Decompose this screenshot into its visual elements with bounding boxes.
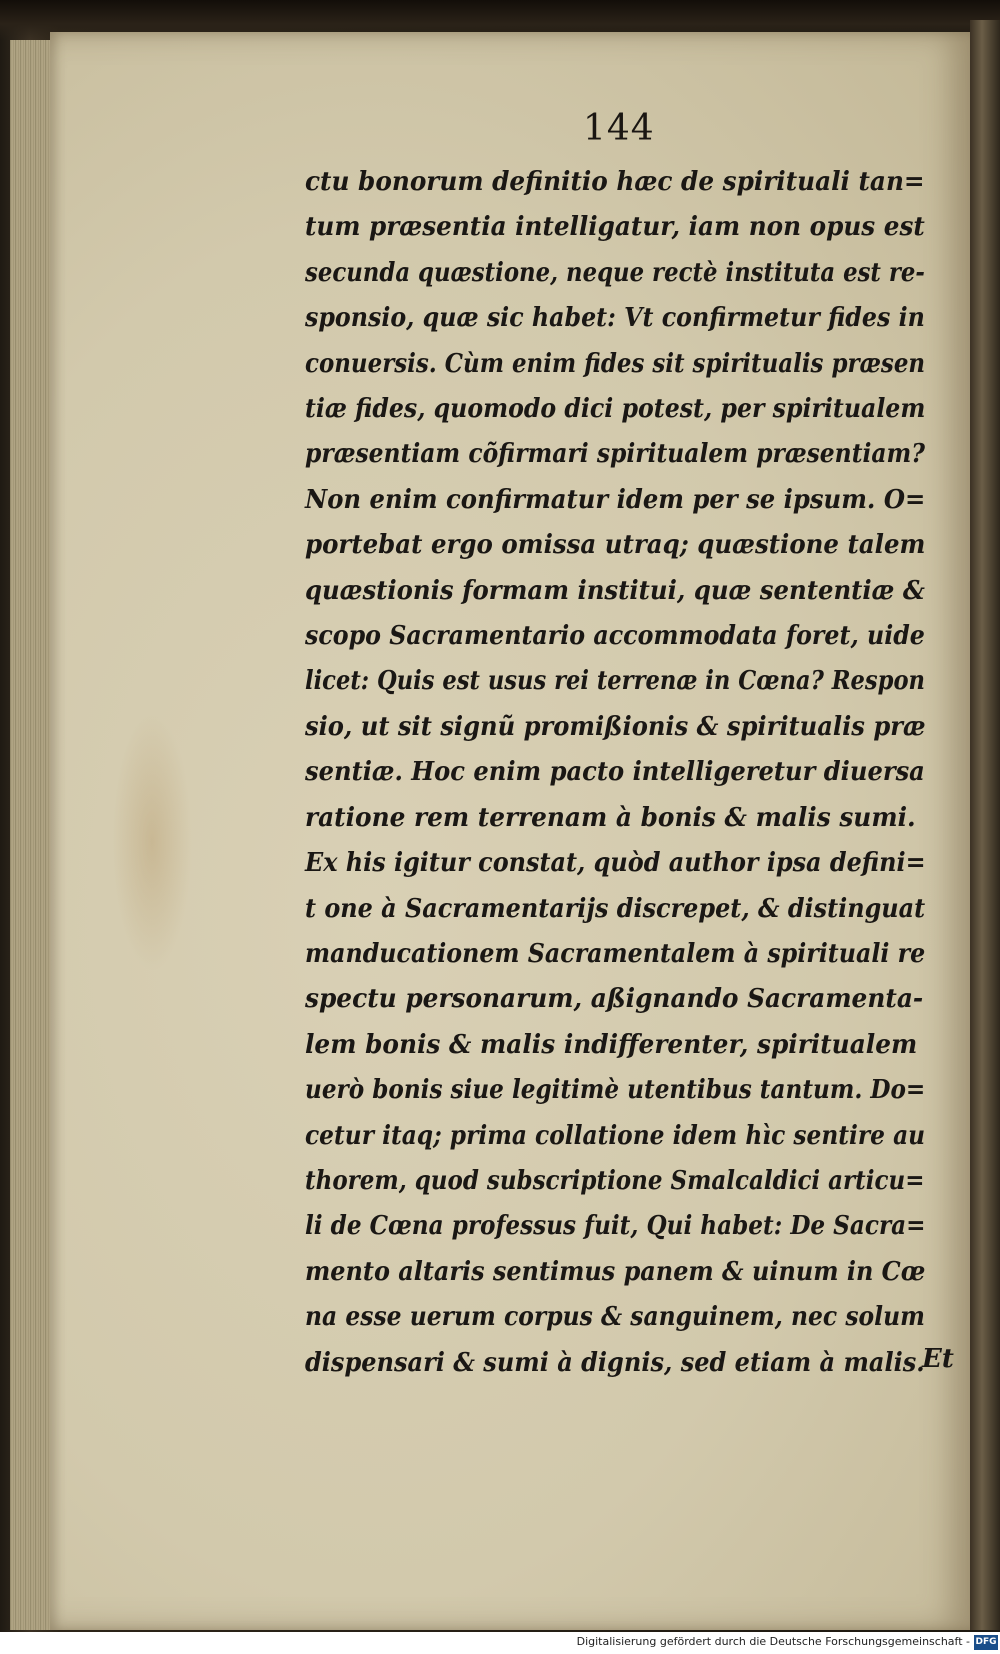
text-line: dispensari & sumi à dignis, sed etiam à malis. [305, 1347, 925, 1378]
text-line: lem bonis & malis indifferenter, spiritualem [305, 1029, 918, 1060]
dfg-logo: DFG [974, 1635, 998, 1650]
text-line: cetur itaq; prima collatione idem hìc sentire au [305, 1120, 926, 1151]
text-line: thorem, quod subscriptione Smalcaldici articu= [305, 1165, 925, 1196]
text-line: sponsio, quæ sic habet: Vt confirmetur fides in [305, 303, 925, 334]
text-line: ctu bonorum definitio hæc de spirituali tan= [305, 167, 925, 197]
text-line: præsentiam cõfirmari spiritualem præsentiam? [305, 439, 926, 470]
text-line: sentiæ. Hoc enim pacto intelligeretur diuersa [305, 757, 925, 788]
text-block [305, 160, 955, 1386]
paper-stain [112, 712, 192, 972]
text-line: Ex his igitur constat, quòd author ipsa defini= [305, 848, 926, 879]
text-line: spectu personarum, aßignando Sacramenta- [305, 984, 924, 1015]
text-line: scopo Sacramentario accommodata foret, uide [305, 621, 925, 652]
footer-bar [0, 1632, 1000, 1654]
text-line: mento altaris sentimus panem & uinum in Cœ [305, 1256, 926, 1287]
page-fore-edge [10, 40, 54, 1630]
text-line: ratione rem terrenam à bonis & malis sumi. [305, 802, 916, 833]
text-line: tum præsentia intelligatur, iam non opus est [305, 212, 925, 243]
text-line: na esse uerum corpus & sanguinem, nec solum [305, 1302, 925, 1333]
text-line: quæstionis formam institui, quæ sententiæ & [305, 575, 925, 606]
text-line: secunda quæstione, neque rectè instituta est re- [305, 257, 925, 288]
text-line: tiæ fides, quomodo dici potest, per spiritualem [305, 394, 926, 425]
text-line: manducationem Sacramentalem à spirituali re [305, 938, 926, 969]
text-line: t one à Sacramentarijs discrepet, & distinguat [305, 893, 926, 924]
text-line: sio, ut sit signũ promißionis & spiritualis præ [305, 711, 926, 742]
text-line: Non enim confirmatur idem per se ipsum. O= [305, 484, 926, 515]
footer-credit: Digitalisierung gefördert durch die Deutsche Forschungsgemeinschaft - [576, 1635, 970, 1648]
text-line: li de Cœna professus fuit, Qui habet: De Sacra= [305, 1211, 926, 1242]
text-line: portebat ergo omissa utraq; quæstione talem [305, 530, 926, 561]
text-line: uerò bonis siue legitimè utentibus tantum. Do= [305, 1075, 926, 1106]
text-line: conuersis. Cùm enim fides sit spiritualis præsen [305, 348, 926, 379]
text-line: licet: Quis est usus rei terrenæ in Cœna? Respon [305, 666, 925, 697]
catchword: Et [922, 1344, 954, 1374]
binding-edge [970, 20, 1000, 1630]
page-number: 144 [583, 108, 655, 149]
